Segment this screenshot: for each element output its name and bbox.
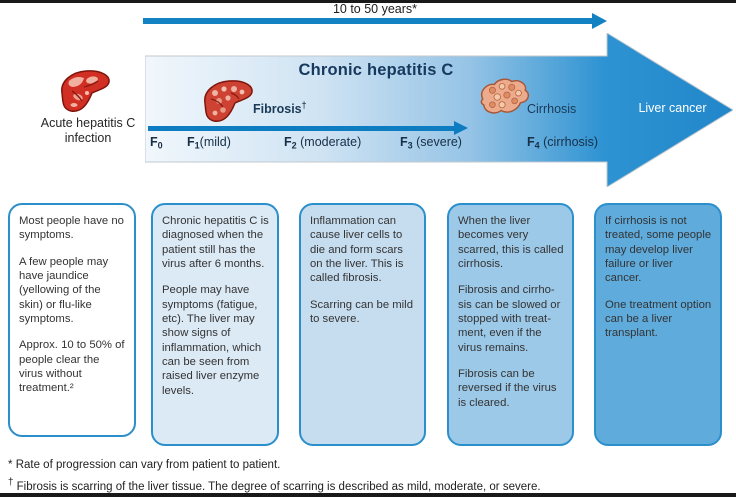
acute-infection-label: Acute hepatitis C infection xyxy=(40,116,136,145)
acute-liver-icon xyxy=(54,67,114,115)
info-text: Inflammation can cause liver cells to die and form scars on the liver. This is called fibrosis. xyxy=(310,215,404,285)
duration-arrow-line xyxy=(143,18,592,24)
duration-label: 10 to 50 years* xyxy=(332,2,418,16)
info-box-chronic xyxy=(151,203,279,446)
info-text: Most people have no symptoms. xyxy=(19,215,124,242)
info-box-liver-cancer xyxy=(594,203,722,446)
footnote-rate: * Rate of progression can vary from patient to patient. xyxy=(8,459,281,471)
chronic-hepatitis-title: Chronic hepatitis C xyxy=(298,61,454,79)
info-text: Fibrosis and cirrhosis can be slowed or stopped with treatment, even if the virus remains. xyxy=(458,284,561,354)
fibrosis-liver-icon xyxy=(196,77,258,125)
cirrhosis-liver-icon xyxy=(475,75,533,119)
info-text: People may have symptoms (fatigue, etc). The liver may show signs of inflammation, which can be seen from raised liver enzyme levels. xyxy=(162,284,262,397)
info-text: Chronic hepatitis C is diagnosed when the patient still has the virus after 6 months. xyxy=(162,215,269,271)
fibrosis-stage-arrow-line xyxy=(148,126,454,131)
stage-f1-label: $F_1(mild)$ xyxy=(187,135,231,151)
info-text: When the liver becomes very scarred, this is called cirrhosis. xyxy=(458,215,564,271)
info-box-acute xyxy=(8,203,136,437)
liver-cancer-label: Liver cancer xyxy=(638,101,707,115)
footnote-fibrosis: † Fibrosis is scarring of the liver tissue. The degree of scarring is described as mild, moderate, or severe. xyxy=(8,477,541,493)
info-text: Approx. 10 to 50% of people clear the virus without treatment.² xyxy=(19,339,125,395)
info-text: Scarring can be mild to severe. xyxy=(310,298,413,326)
fibrosis-label: Fibrosis† xyxy=(253,100,307,117)
stage-f3-label: $F_3$ (severe) xyxy=(400,135,462,151)
duration-arrow-head-icon xyxy=(592,13,607,29)
info-box-cirrhosis xyxy=(447,203,574,446)
fibrosis-stage-arrow-head-icon xyxy=(454,121,468,135)
info-text: A few people may have jaundice (yellowing of the skin) or flu-like symptoms. xyxy=(19,255,109,326)
cirrhosis-label: Cirrhosis xyxy=(527,102,577,116)
stage-f0-label: $F_0$ xyxy=(150,135,163,151)
stage-f2-label: $F_2$ (moderate) xyxy=(284,135,362,151)
info-text: One treatment option can be a liver transplant. xyxy=(605,298,712,340)
stage-f4-label: $F_4$ (cirrhosis) xyxy=(527,135,598,151)
info-text: If cirrhosis is not treated, some people may develop liver failure or liver cancer. xyxy=(605,215,712,285)
info-text: Fibrosis can be reversed if the virus is cleared. xyxy=(458,368,557,409)
bottom-divider xyxy=(0,493,736,497)
info-box-fibrosis xyxy=(299,203,426,446)
